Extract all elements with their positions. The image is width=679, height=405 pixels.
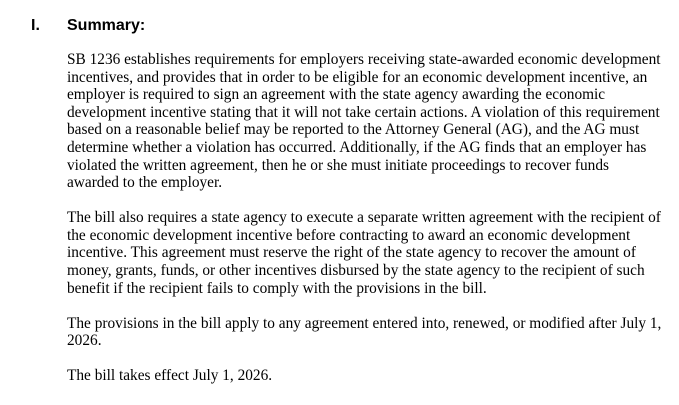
summary-paragraph: SB 1236 establishes requirements for employers receiving state-awarded economic development incentives, and provides that in order to be eligible for an economic development incentive, an employer is required to sign an agreement with the state agency awarding the economic development incentive stating that it will not take certain actions. A violation of this requirement based on a reasonable belief may be reported to the Attorney General (AG), and the AG must determine whether a violation has occurred. Additionally, if the AG finds that an employer has violated the written agreement, then he or she must initiate proceedings to recover funds awarded to the employer. [67,51,661,192]
section-number: I. [31,17,40,34]
summary-paragraph: The bill takes effect July 1, 2026. [67,367,273,385]
summary-body [67,51,663,403]
section-title: Summary: [67,17,146,34]
section-heading [31,16,145,36]
summary-paragraph: The provisions in the bill apply to any agreement entered into, renewed, or modified after July 1, 2026. [67,314,662,350]
summary-paragraph: The bill also requires a state agency to execute a separate written agreement with the recipient of the economic development incentive before contracting to award an economic development incentive. This agreement must reserve the right of the state agency to recover the amount of money, grants, funds, or other incentives disbursed by the state agency to the recipient of such benefit if the recipient fails to comply with the provisions in the bill. [67,209,661,297]
